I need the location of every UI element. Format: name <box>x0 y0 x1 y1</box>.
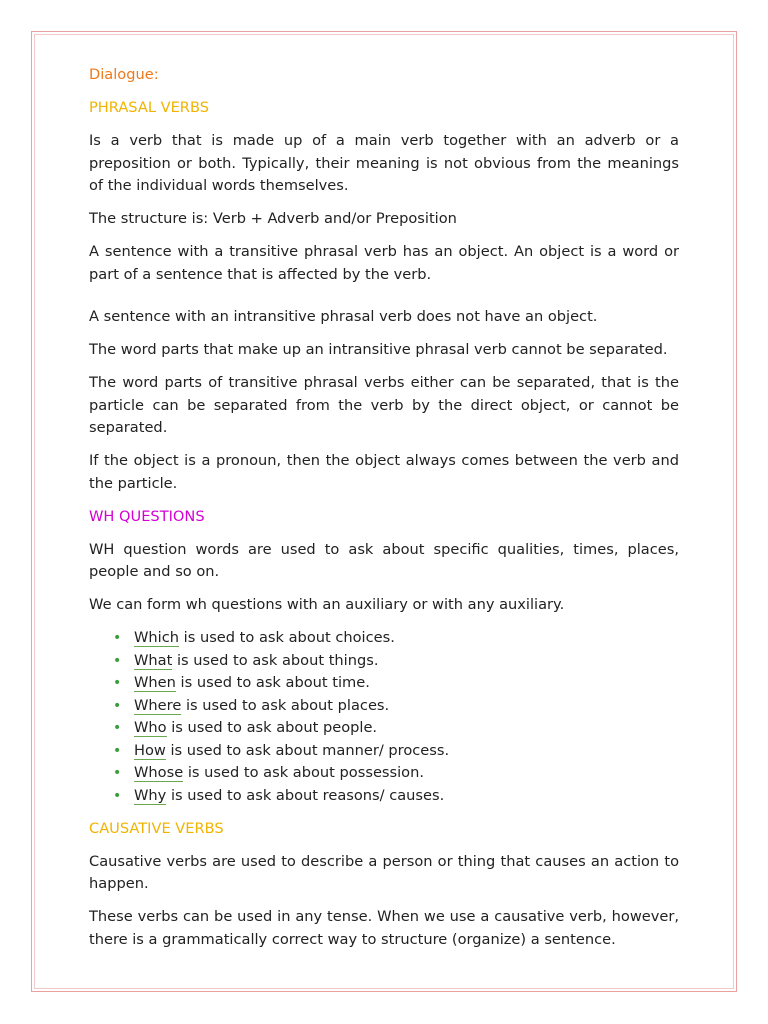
paragraph: The word parts of transitive phrasal verbs either can be separated, that is the particle can be separated from the verb by the direct object, or cannot be separated. <box>89 374 679 436</box>
paragraph: These verbs can be used in any tense. When we use a causative verb, however, there is a grammatically correct way to structure (organize) a sentence. <box>89 908 679 948</box>
phrasal-verbs-heading: PHRASAL VERBS <box>89 99 209 116</box>
bullet-icon: • <box>113 697 122 714</box>
wh-description: is used to ask about choices. <box>179 629 395 646</box>
bullet-icon: • <box>113 630 122 646</box>
paragraph: If the object is a pronoun, then the object always comes between the verb and the particle. <box>89 452 679 492</box>
causative-verbs-heading: CAUSATIVE VERBS <box>89 819 224 837</box>
paragraph: A sentence with a transitive phrasal verb has an object. An object is a word or part of a sentence that is affected by the verb. <box>89 243 679 283</box>
wh-word: How <box>134 741 166 759</box>
bullet-icon: • <box>113 742 122 759</box>
wh-word: Where <box>134 696 182 714</box>
wh-description: is used to ask about reasons/ causes. <box>166 786 445 804</box>
bullet-icon: • <box>113 765 122 781</box>
list-item <box>89 650 679 673</box>
wh-description: is used to ask about people. <box>166 719 378 736</box>
wh-description: is used to ask about time. <box>175 674 370 691</box>
list-item <box>89 740 679 763</box>
paragraph: The structure is: Verb + Adverb and/or Preposition <box>89 210 457 227</box>
wh-description: is used to ask about possession. <box>183 764 424 781</box>
wh-word: Why <box>134 786 167 804</box>
wh-word: When <box>134 674 176 691</box>
bullet-icon: • <box>113 787 122 804</box>
bullet-icon: • <box>113 720 122 736</box>
list-item <box>89 717 679 740</box>
paragraph: A sentence with an intransitive phrasal verb does not have an object. <box>89 308 598 325</box>
wh-description: is used to ask about places. <box>181 696 390 714</box>
list-item <box>89 672 679 695</box>
wh-word-list <box>89 627 679 807</box>
wh-word: Which <box>134 629 180 646</box>
bullet-icon: • <box>113 652 122 669</box>
wh-word: What <box>134 651 173 669</box>
bullet-icon: • <box>113 675 122 691</box>
list-item <box>89 762 679 785</box>
wh-word: Whose <box>134 764 184 781</box>
paragraph: Is a verb that is made up of a main verb together with an adverb or a preposition or both. Typically, their meaning is not obvious from the meanings of the individual words themselves. <box>89 132 679 194</box>
wh-word: Who <box>134 719 167 736</box>
list-item <box>89 695 679 718</box>
paragraph: Causative verbs are used to describe a person or thing that causes an action to happen. <box>89 852 679 892</box>
document-body <box>89 64 679 962</box>
dialogue-label: Dialogue: <box>89 66 159 83</box>
wh-description: is used to ask about things. <box>172 651 379 669</box>
paragraph: The word parts that make up an intransitive phrasal verb cannot be separated. <box>89 341 668 358</box>
wh-questions-heading: WH QUESTIONS <box>89 507 205 525</box>
paragraph: WH question words are used to ask about specific qualities, times, places, people and so on. <box>89 540 679 580</box>
wh-description: is used to ask about manner/ process. <box>165 741 450 759</box>
list-item <box>89 785 679 808</box>
list-item <box>89 627 679 650</box>
paragraph: We can form wh questions with an auxiliary or with any auxiliary. <box>89 596 565 613</box>
